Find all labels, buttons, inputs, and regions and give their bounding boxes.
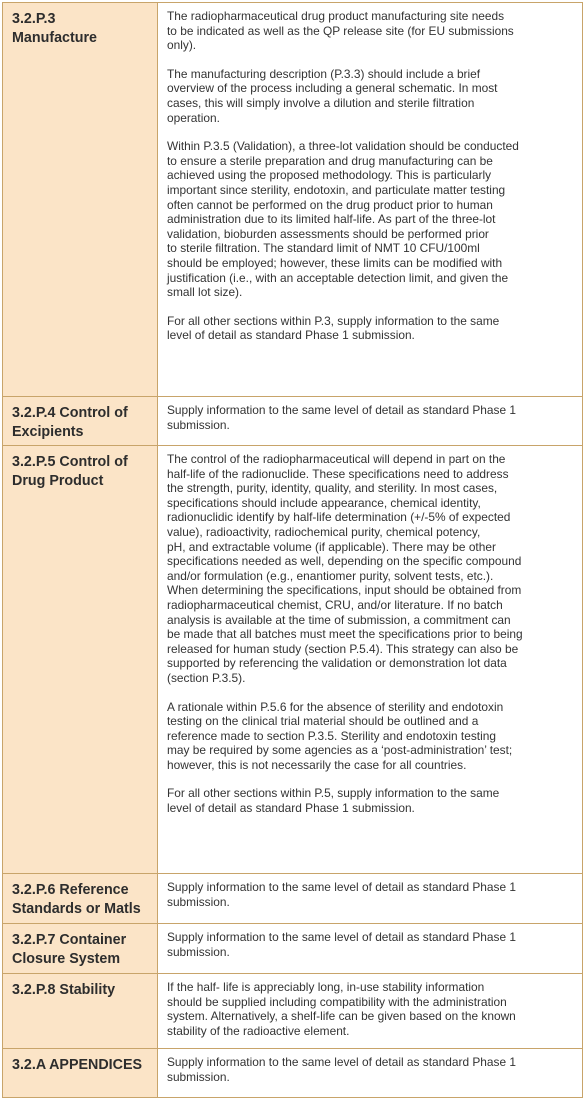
section-heading-line: 3.2.P.6 Reference bbox=[12, 882, 129, 898]
paragraph-line: to be indicated as well as the QP release site (for EU submissions bbox=[167, 23, 514, 38]
table-row bbox=[3, 974, 583, 1049]
table-body bbox=[3, 3, 583, 1098]
description-paragraph bbox=[167, 980, 572, 1038]
paragraph-line: overview of the process including a general schematic. In most bbox=[167, 81, 498, 96]
paragraph-line: (section P.3.5). bbox=[167, 670, 246, 685]
section-heading-line: Standards or Matls bbox=[12, 901, 141, 917]
section-heading bbox=[3, 1049, 158, 1098]
description-paragraph bbox=[167, 314, 572, 343]
section-heading bbox=[3, 446, 158, 874]
paragraph-line: should be employed; however, these limits can be modified with bbox=[167, 255, 503, 270]
table-row bbox=[3, 397, 583, 446]
paragraph-line: submission. bbox=[167, 944, 230, 959]
paragraph-line: specifications needed as well, depending on the specific compound bbox=[167, 554, 522, 569]
paragraph-line: reference made to section P.3.5. Sterility and endotoxin testing bbox=[167, 728, 496, 743]
paragraph-line: Supply information to the same level of detail as standard Phase 1 bbox=[167, 1055, 516, 1069]
section-heading bbox=[3, 874, 158, 924]
section-heading-line: Drug Product bbox=[12, 473, 104, 489]
section-heading-line: 3.2.A APPENDICES bbox=[12, 1057, 143, 1073]
description-paragraph bbox=[167, 700, 572, 773]
paragraph-line: The manufacturing description (P.3.3) should include a brief bbox=[167, 66, 481, 81]
table-row bbox=[3, 874, 583, 924]
paragraph-line: testing on the clinical trial material should be outlined and a bbox=[167, 714, 479, 729]
paragraph-line: The control of the radiopharmaceutical will depend in part on the bbox=[167, 452, 506, 466]
section-heading-line: Closure System bbox=[12, 951, 121, 967]
paragraph-line: validation, bioburden assessments should be performed prior bbox=[167, 226, 489, 241]
section-heading-line: 3.2.P.4 Control of bbox=[12, 405, 128, 421]
paragraph-line: submission. bbox=[167, 417, 230, 432]
paragraph-line: level of detail as standard Phase 1 submission. bbox=[167, 328, 415, 343]
section-heading bbox=[3, 3, 158, 397]
paragraph-line: When determining the specifications, input should be obtained from bbox=[167, 583, 522, 598]
paragraph-line: Supply information to the same level of detail as standard Phase 1 bbox=[167, 403, 516, 417]
paragraph-line: level of detail as standard Phase 1 submission. bbox=[167, 801, 415, 816]
paragraph-line: only). bbox=[167, 38, 197, 53]
section-heading-line: 3.2.P.5 Control of bbox=[12, 454, 128, 470]
paragraph-line: however, this is not necessarily the case for all countries. bbox=[167, 757, 467, 772]
table-row bbox=[3, 924, 583, 974]
section-heading bbox=[3, 974, 158, 1049]
description-paragraph bbox=[167, 9, 572, 53]
description-paragraph bbox=[167, 1055, 572, 1084]
paragraph-line: submission. bbox=[167, 894, 230, 909]
description-paragraph bbox=[167, 139, 572, 300]
paragraph-line: Supply information to the same level of detail as standard Phase 1 bbox=[167, 880, 516, 894]
paragraph-line: operation. bbox=[167, 110, 220, 125]
table-row bbox=[3, 1049, 583, 1098]
paragraph-line: stability of the radioactive element. bbox=[167, 1023, 350, 1038]
paragraph-line: the strength, purity, identity, quality, and sterility. In most cases, bbox=[167, 481, 498, 496]
paragraph-line: For all other sections within P.5, supply information to the same bbox=[167, 786, 500, 801]
table-row bbox=[3, 3, 583, 397]
paragraph-line: should be supplied including compatibility with the administration bbox=[167, 994, 507, 1009]
paragraph-line: cases, this will simply involve a dilution and sterile filtration bbox=[167, 95, 475, 110]
description-paragraph bbox=[167, 67, 572, 125]
paragraph-line: Within P.3.5 (Validation), a three-lot validation should be conducted bbox=[167, 139, 519, 154]
paragraph-line: A rationale within P.5.6 for the absence of sterility and endotoxin bbox=[167, 699, 504, 714]
section-heading-line: 3.2.P.8 Stability bbox=[12, 982, 116, 998]
section-description bbox=[158, 974, 583, 1049]
section-heading-line: Excipients bbox=[12, 424, 84, 440]
description-paragraph bbox=[167, 930, 572, 959]
paragraph-line: supported by referencing the validation or demonstration lot data bbox=[167, 656, 507, 671]
paragraph-line: radionuclidic identify by half-life determination (+/-5% of expected bbox=[167, 510, 511, 525]
paragraph-line: important since sterility, endotoxin, and particulate matter testing bbox=[167, 182, 506, 197]
section-heading bbox=[3, 924, 158, 974]
description-paragraph bbox=[167, 452, 572, 686]
paragraph-line: administration due to its limited half-life. As part of the three-lot bbox=[167, 212, 496, 227]
section-description bbox=[158, 3, 583, 397]
section-description bbox=[158, 446, 583, 874]
paragraph-line: may be required by some agencies as a ‘post-administration’ test; bbox=[167, 743, 513, 758]
paragraph-line: released for human study (section P.5.4). This strategy can also be bbox=[167, 641, 519, 656]
section-heading-line: 3.2.P.3 bbox=[12, 11, 56, 27]
paragraph-line: be made that all batches must meet the specifications prior to being bbox=[167, 627, 523, 642]
paragraph-line: The radiopharmaceutical drug product manufacturing site needs bbox=[167, 9, 505, 23]
paragraph-line: to ensure a sterile preparation and drug manufacturing can be bbox=[167, 153, 493, 168]
section-heading-line: Manufacture bbox=[12, 30, 97, 46]
paragraph-line: and/or formulation (e.g., enantiomer purity, solvent tests, etc.). bbox=[167, 568, 494, 583]
paragraph-line: For all other sections within P.3, supply information to the same bbox=[167, 313, 500, 328]
paragraph-line: small lot size). bbox=[167, 285, 243, 300]
paragraph-line: to sterile filtration. The standard limit of NMT 10 CFU/100ml bbox=[167, 241, 480, 256]
paragraph-line: justification (i.e., with an acceptable detection limit, and given the bbox=[167, 270, 509, 285]
description-paragraph bbox=[167, 786, 572, 815]
section-description bbox=[158, 397, 583, 446]
description-paragraph bbox=[167, 880, 572, 909]
paragraph-line: achieved using the proposed methodology. This is particularly bbox=[167, 168, 492, 183]
paragraph-line: If the half- life is appreciably long, in-use stability information bbox=[167, 980, 485, 994]
description-paragraph bbox=[167, 403, 572, 432]
paragraph-line: system. Alternatively, a shelf-life can be given based on the known bbox=[167, 1009, 516, 1024]
section-description bbox=[158, 924, 583, 974]
paragraph-line: radiopharmaceutical chemist, CRU, and/or literature. If no batch bbox=[167, 597, 503, 612]
paragraph-line: analysis is available at the time of submission, a commitment can bbox=[167, 612, 511, 627]
section-description bbox=[158, 874, 583, 924]
paragraph-line: Supply information to the same level of detail as standard Phase 1 bbox=[167, 930, 516, 944]
paragraph-line: pH, and extractable volume (if applicable). There may be other bbox=[167, 539, 496, 554]
table-row bbox=[3, 446, 583, 874]
paragraph-line: often cannot be performed on the drug product prior to human bbox=[167, 197, 493, 212]
paragraph-line: specifications should include appearance, chemical identity, bbox=[167, 495, 481, 510]
section-heading bbox=[3, 397, 158, 446]
paragraph-line: value), radioactivity, radiochemical purity, chemical potency, bbox=[167, 524, 481, 539]
requirements-table bbox=[2, 2, 583, 1098]
section-description bbox=[158, 1049, 583, 1098]
paragraph-line: half-life of the radionuclide. These specifications need to address bbox=[167, 466, 509, 481]
paragraph-line: submission. bbox=[167, 1069, 230, 1084]
section-heading-line: 3.2.P.7 Container bbox=[12, 932, 127, 948]
